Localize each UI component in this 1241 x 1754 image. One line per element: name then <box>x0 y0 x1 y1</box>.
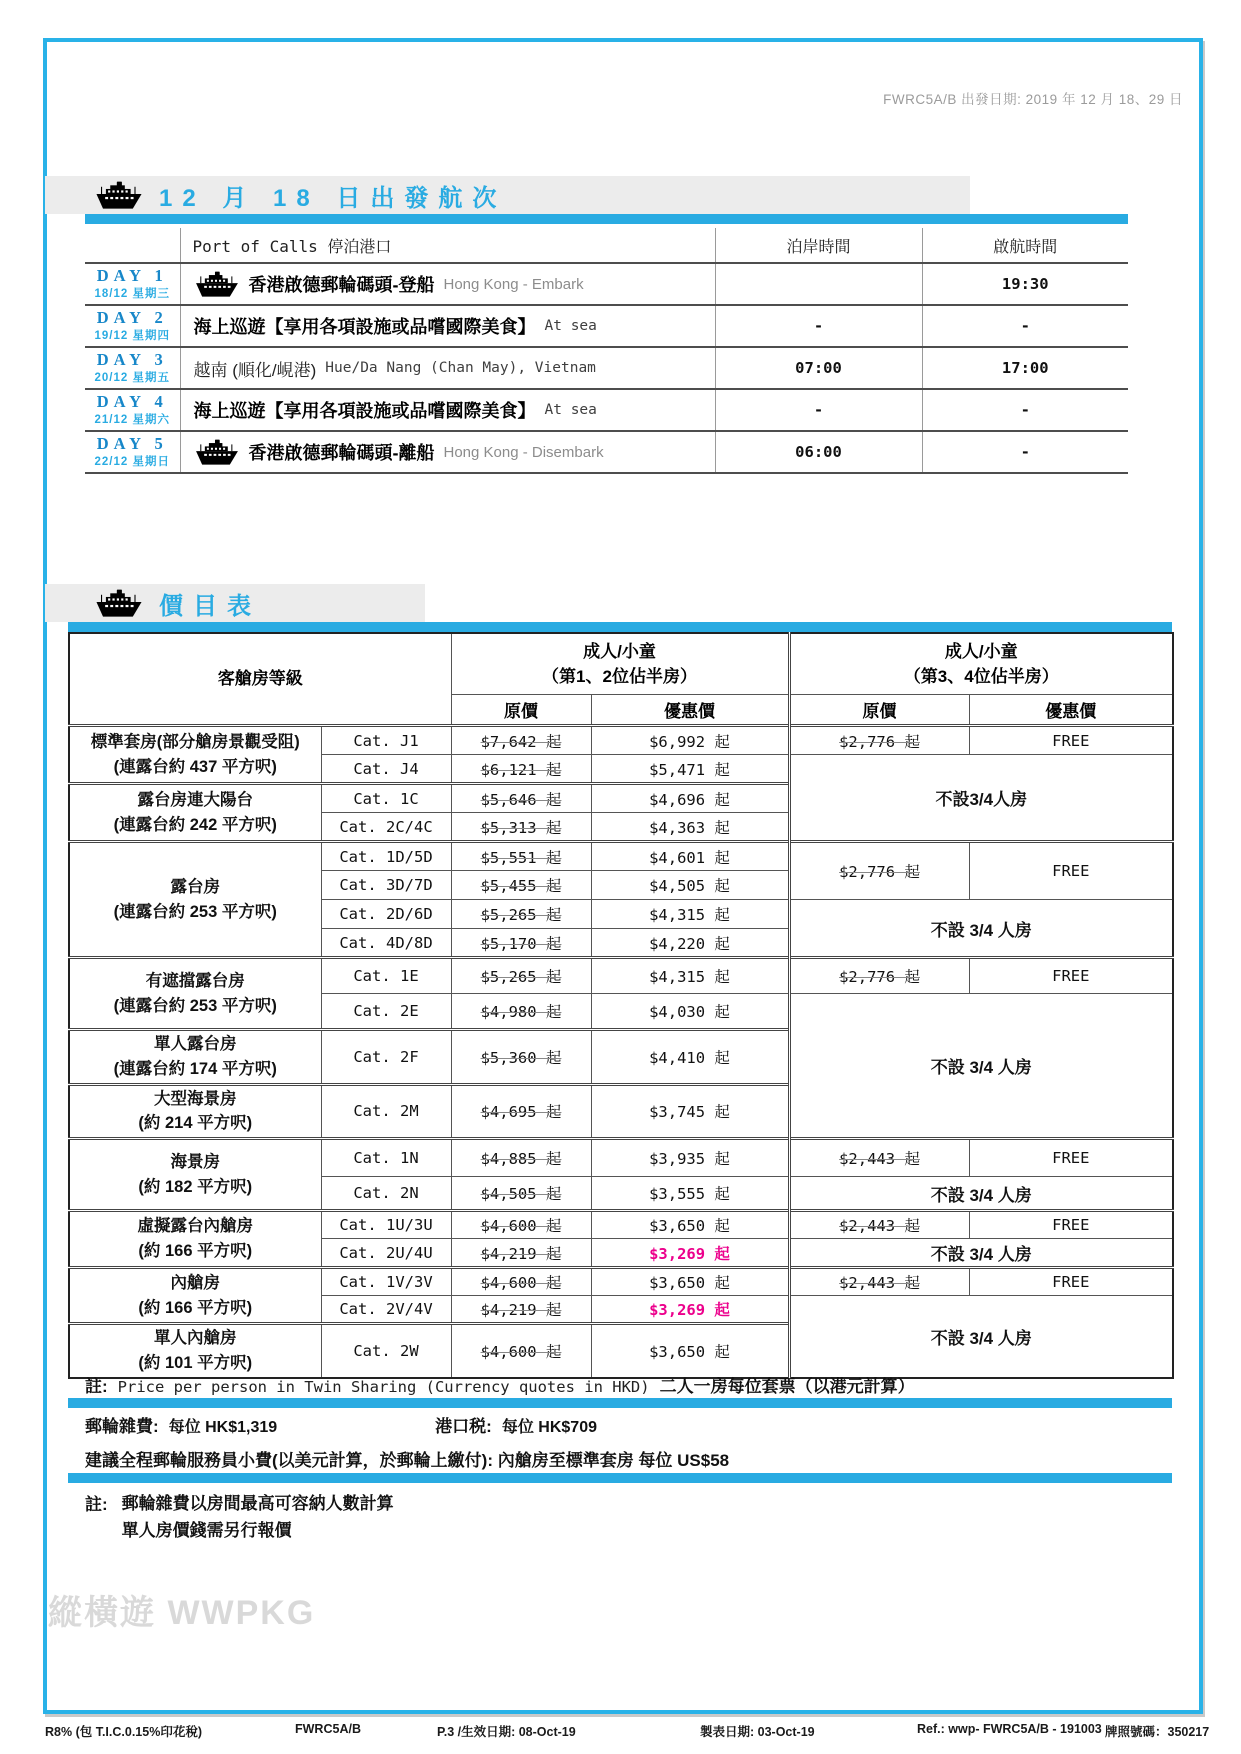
arrival-time-cell: - <box>715 389 922 431</box>
cabin-class-name <box>69 958 321 1030</box>
port-name-en: Hue/Da Nang (Chan May), Vietnam <box>325 360 596 376</box>
promo-free-cell: FREE <box>969 842 1173 900</box>
group2-line2: （第3、4位佔半房） <box>903 667 1059 686</box>
cabin-name-line: (連露台約 253 平方呎) <box>113 996 277 1015</box>
footer-tour-code: FWRC5A/B <box>295 1722 361 1736</box>
footer-issue-date: 製表日期: 03-Oct-19 <box>700 1725 815 1739</box>
promo-price-1-2-cell: $3,650 起 <box>591 1268 789 1296</box>
port-description <box>182 356 714 381</box>
cabin-name-line: 虛擬露台內艙房 <box>137 1217 253 1236</box>
capacity-note-lines <box>122 1490 394 1544</box>
orig-price-1-2-cell: $4,885 起 <box>451 1139 591 1177</box>
orig-price-1-2-cell: $7,642 起 <box>451 726 591 755</box>
promo-free-cell: FREE <box>969 1139 1173 1177</box>
promo-price-1-2-cell: $4,220 起 <box>591 929 789 958</box>
port-name-zh: 越南 (順化/峴港) <box>193 360 317 380</box>
port-name-zh: 香港啟德郵輪碼頭-登船 <box>248 275 435 295</box>
capacity-note-line1: 郵輪雜費以房間最高可容納人數計算 <box>121 1494 394 1513</box>
promo-free-cell: FREE <box>969 958 1173 994</box>
group1-header <box>451 633 789 695</box>
day-label: DAY 5 <box>96 433 168 453</box>
price-row <box>69 1211 1173 1239</box>
cabin-name-line: 大型海景房 <box>154 1089 237 1108</box>
promo-price-1-2-cell: $4,696 起 <box>591 784 789 813</box>
departure-column-header: 啟航時間 <box>922 228 1128 263</box>
arrival-time-cell: 06:00 <box>715 431 922 473</box>
cabin-name-line: 標準套房(部分艙房景觀受阻) <box>90 732 300 751</box>
footer-licence: 牌照號碼：350217 <box>1105 1725 1210 1739</box>
promo-price-1-2-cell: $3,555 起 <box>591 1177 789 1211</box>
port-description <box>182 271 714 298</box>
price-section-header <box>45 584 425 622</box>
promo-price-header-2: 優惠價 <box>969 695 1173 726</box>
category-cell: Cat. 1U/3U <box>321 1211 451 1239</box>
ship-icon <box>95 588 143 619</box>
category-cell: Cat. 1N <box>321 1139 451 1177</box>
price-row <box>69 726 1173 755</box>
day-label: DAY 2 <box>96 307 168 327</box>
itinerary-row <box>85 431 1128 473</box>
category-cell: Cat. 1E <box>321 958 451 994</box>
note-prefix: 註: <box>85 1377 108 1396</box>
twin-sharing-note <box>85 1372 915 1397</box>
orig-price-1-2-cell: $6,121 起 <box>451 755 591 784</box>
port-description <box>182 439 714 466</box>
orig-price-1-2-cell: $4,505 起 <box>451 1177 591 1211</box>
port-name-zh: 海上巡遊【享用各項設施或品嚐國際美食】 <box>193 317 536 337</box>
orig-price-1-2-cell: $5,170 起 <box>451 929 591 958</box>
promo-price-1-2-cell: $4,315 起 <box>591 958 789 994</box>
promo-free-cell: FREE <box>969 1211 1173 1239</box>
price-row <box>69 1268 1173 1296</box>
fees-block <box>85 1412 1145 1471</box>
price-row <box>69 1139 1173 1177</box>
watermark: 縱橫遊 WWPKG <box>48 1594 316 1632</box>
itinerary-row <box>85 389 1128 431</box>
group1-line1: 成人/小童 <box>583 641 656 661</box>
category-cell: Cat. 2M <box>321 1084 451 1139</box>
cabin-class-name <box>69 1268 321 1324</box>
fees-line <box>85 1412 1145 1437</box>
orig-price-header-2: 原價 <box>789 695 969 726</box>
orig-price-3-4-cell: $2,776 起 <box>789 958 969 994</box>
day-date: 22/12 星期日 <box>94 456 170 469</box>
orig-price-1-2-cell: $5,646 起 <box>451 784 591 813</box>
orig-price-1-2-cell: $4,600 起 <box>451 1324 591 1378</box>
fee-label: 港口税: <box>435 1417 492 1436</box>
itinerary-row <box>85 347 1128 389</box>
orig-price-3-4-cell: $2,443 起 <box>789 1268 969 1296</box>
cabin-name-line: (約 166 平方呎) <box>138 1242 253 1260</box>
orig-price-1-2-cell: $5,360 起 <box>451 1030 591 1085</box>
day-date: 20/12 星期五 <box>94 372 170 385</box>
cabin-class-name <box>69 726 321 784</box>
port-name-en: At sea <box>544 318 597 334</box>
port-description <box>182 397 714 423</box>
fee-label: 郵輪雜費: <box>85 1417 159 1436</box>
promo-free-cell: FREE <box>969 726 1173 755</box>
fee-value: 每位 HK$709 <box>501 1419 597 1436</box>
promo-price-1-2-cell: $3,650 起 <box>591 1324 789 1378</box>
orig-price-3-4-cell: $2,776 起 <box>789 726 969 755</box>
no-3-4-person-room-cell: 不設 3/4 人房 <box>789 900 1173 958</box>
port-name-zh: 香港啟德郵輪碼頭-離船 <box>248 443 435 463</box>
category-cell: Cat. 2E <box>321 994 451 1030</box>
promo-price-1-2-cell: $5,471 起 <box>591 755 789 784</box>
footer-ref: Ref.: wwp- FWRC5A/B - 191003 <box>917 1722 1102 1736</box>
price-row <box>69 842 1173 871</box>
divider-bar <box>68 1398 1172 1408</box>
cruise-misc-fee <box>85 1412 277 1437</box>
cabin-name-line: 海景房 <box>170 1152 220 1171</box>
cabin-name-line: 內艙房 <box>170 1273 220 1292</box>
footer-effective-date: P.3 /生效日期: 08-Oct-19 <box>437 1725 576 1739</box>
orig-price-1-2-cell: $4,600 起 <box>451 1268 591 1296</box>
departure-time-cell: 17:00 <box>922 347 1128 389</box>
port-name-en: Hong Kong - Disembark <box>443 443 604 461</box>
port-cell <box>180 263 715 305</box>
cabin-name-line: (連露台約 437 平方呎) <box>113 757 277 776</box>
departure-time-cell: - <box>922 389 1128 431</box>
note-english: Price per person in Twin Sharing (Currency quotes in HKD) <box>117 1378 650 1396</box>
itinerary-row <box>85 305 1128 347</box>
category-cell: Cat. 1V/3V <box>321 1268 451 1296</box>
day-cell <box>85 431 180 473</box>
promo-price-1-2-cell: $4,315 起 <box>591 900 789 929</box>
ship-icon <box>95 180 143 211</box>
price-section-title: 價目表 <box>159 592 261 620</box>
orig-price-3-4-cell: $2,443 起 <box>789 1139 969 1177</box>
departure-time-cell: - <box>922 305 1128 347</box>
cabin-name-line: 有遮擋露台房 <box>145 971 245 990</box>
day-cell <box>85 389 180 431</box>
orig-price-1-2-cell: $4,219 起 <box>451 1296 591 1324</box>
orig-price-1-2-cell: $4,695 起 <box>451 1084 591 1139</box>
port-name-zh: 海上巡遊【享用各項設施或品嚐國際美食】 <box>193 401 536 421</box>
promo-price-header-1: 優惠價 <box>591 695 789 726</box>
cabin-name-line: 單人內艙房 <box>154 1329 237 1347</box>
cabin-class-name <box>69 1084 321 1139</box>
arrival-column-header: 泊岸時間 <box>715 228 922 263</box>
promo-price-1-2-cell: $3,269 起 <box>591 1296 789 1324</box>
capacity-note-line2: 單人房價錢需另行報價 <box>121 1521 292 1541</box>
no-3-4-person-room-cell: 不設 3/4 人房 <box>789 1177 1173 1211</box>
orig-price-1-2-cell: $4,980 起 <box>451 994 591 1030</box>
cabin-name-line: 露台房 <box>170 877 220 896</box>
cabin-name-line: 露台房連大陽台 <box>137 790 253 809</box>
promo-price-1-2-cell: $4,410 起 <box>591 1030 789 1085</box>
promo-price-1-2-cell: $4,505 起 <box>591 871 789 900</box>
category-cell: Cat. 1C <box>321 784 451 813</box>
cabin-class-name <box>69 1211 321 1268</box>
cabin-name-line: (連露台約 174 平方呎) <box>113 1059 277 1078</box>
orig-price-1-2-cell: $5,265 起 <box>451 958 591 994</box>
orig-price-3-4-cell: $2,776 起 <box>789 842 969 900</box>
port-column-header: Port of Calls 停泊港口 <box>180 228 715 263</box>
category-cell: Cat. 1D/5D <box>321 842 451 871</box>
arrival-time-cell: - <box>715 305 922 347</box>
fee-value: 每位 HK$1,319 <box>168 1419 278 1436</box>
cabin-name-line: (約 166 平方呎) <box>138 1298 253 1317</box>
cabin-name-line: (約 101 平方呎) <box>138 1353 253 1372</box>
arrival-time-cell <box>715 263 922 305</box>
orig-price-1-2-cell: $5,265 起 <box>451 900 591 929</box>
port-description <box>182 313 714 339</box>
divider-bar <box>68 622 1172 632</box>
port-cell <box>180 389 715 431</box>
orig-price-1-2-cell: $4,219 起 <box>451 1239 591 1268</box>
no-3-4-person-room-cell: 不設 3/4 人房 <box>789 1239 1173 1268</box>
departure-time-cell: - <box>922 431 1128 473</box>
capacity-note <box>85 1490 394 1544</box>
cabin-class-name <box>69 1030 321 1085</box>
itinerary-section-header <box>45 176 970 214</box>
itinerary-table <box>85 228 1128 474</box>
tips-note: 建議全程郵輪服務員小費(以美元計算，於郵輪上繳付): 內艙房至標準套房 每位 US$58 <box>85 1451 730 1470</box>
day-cell <box>85 347 180 389</box>
category-cell: Cat. 3D/7D <box>321 871 451 900</box>
category-cell: Cat. 2C/4C <box>321 813 451 842</box>
promo-price-1-2-cell: $3,650 起 <box>591 1211 789 1239</box>
day-label: DAY 3 <box>96 349 168 369</box>
cabin-class-name <box>69 784 321 842</box>
orig-price-1-2-cell: $5,551 起 <box>451 842 591 871</box>
itinerary-row <box>85 263 1128 305</box>
category-cell: Cat. 2W <box>321 1324 451 1378</box>
cabin-name-line: (約 182 平方呎) <box>138 1177 253 1196</box>
cabin-name-line: (連露台約 242 平方呎) <box>113 815 277 834</box>
no-3-4-person-room-cell: 不設3/4人房 <box>789 755 1173 842</box>
orig-price-1-2-cell: $5,455 起 <box>451 871 591 900</box>
group2-header <box>789 633 1173 695</box>
no-3-4-person-room-cell: 不設 3/4 人房 <box>789 1296 1173 1378</box>
day-date: 18/12 星期三 <box>94 288 170 301</box>
orig-price-1-2-cell: $4,600 起 <box>451 1211 591 1239</box>
price-header-row-groups <box>69 633 1173 695</box>
cabin-class-name <box>69 1139 321 1211</box>
port-name-en: At sea <box>544 402 597 418</box>
itinerary-section-title: 12 月 18 日出發航次 <box>159 184 507 212</box>
category-cell: Cat. 2N <box>321 1177 451 1211</box>
day-date: 21/12 星期六 <box>94 414 170 427</box>
day-label: DAY 4 <box>96 391 168 411</box>
promo-price-1-2-cell: $3,745 起 <box>591 1084 789 1139</box>
cabin-name-line: (連露台約 253 平方呎) <box>113 902 277 921</box>
day-date: 19/12 星期四 <box>94 330 170 343</box>
orig-price-1-2-cell: $5,313 起 <box>451 813 591 842</box>
port-cell <box>180 305 715 347</box>
promo-price-1-2-cell: $4,601 起 <box>591 842 789 871</box>
day-cell <box>85 305 180 347</box>
orig-price-3-4-cell: $2,443 起 <box>789 1211 969 1239</box>
cabin-class-header: 客艙房等級 <box>69 633 451 726</box>
footer-tax-info: R8% (包 T.I.C.0.15%印花稅) <box>45 1725 202 1739</box>
cabin-name-line: (約 214 平方呎) <box>138 1114 253 1133</box>
price-table <box>68 632 1174 1379</box>
category-cell: Cat. 2U/4U <box>321 1239 451 1268</box>
note-chinese: 二人一房每位套票（以港元計算） <box>659 1377 915 1396</box>
ship-icon <box>194 439 240 466</box>
port-cell <box>180 347 715 389</box>
ship-icon <box>194 271 240 298</box>
price-row <box>69 958 1173 994</box>
category-cell: Cat. J1 <box>321 726 451 755</box>
doc-code-header: FWRC5A/B 出發日期: 2019 年 12 月 18、29 日 <box>883 92 1183 107</box>
category-cell: Cat. 2V/4V <box>321 1296 451 1324</box>
port-tax-fee <box>435 1412 597 1437</box>
day-column-header <box>85 228 180 263</box>
arrival-time-cell: 07:00 <box>715 347 922 389</box>
note-prefix: 註: <box>85 1495 108 1514</box>
promo-price-1-2-cell: $4,363 起 <box>591 813 789 842</box>
departure-time-cell: 19:30 <box>922 263 1128 305</box>
category-cell: Cat. 2D/6D <box>321 900 451 929</box>
group2-line1: 成人/小童 <box>944 641 1018 661</box>
day-label: DAY 1 <box>96 265 168 285</box>
promo-price-1-2-cell: $6,992 起 <box>591 726 789 755</box>
port-cell <box>180 431 715 473</box>
category-cell: Cat. 2F <box>321 1030 451 1085</box>
promo-price-1-2-cell: $3,935 起 <box>591 1139 789 1177</box>
day-cell <box>85 263 180 305</box>
cabin-class-name <box>69 1324 321 1378</box>
cabin-class-name <box>69 842 321 958</box>
orig-price-header-1: 原價 <box>451 695 591 726</box>
group1-line2: （第1、2位佔半房） <box>542 667 697 686</box>
divider-bar <box>68 1473 1172 1483</box>
promo-price-1-2-cell: $4,030 起 <box>591 994 789 1030</box>
port-name-en: Hong Kong - Embark <box>443 275 584 293</box>
divider-bar <box>85 214 1128 224</box>
cabin-name-line: 單人露台房 <box>154 1035 237 1053</box>
category-cell: Cat. 4D/8D <box>321 929 451 958</box>
promo-price-1-2-cell: $3,269 起 <box>591 1239 789 1268</box>
promo-free-cell: FREE <box>969 1268 1173 1296</box>
no-3-4-person-room-cell: 不設 3/4 人房 <box>789 994 1173 1139</box>
itinerary-header-row <box>85 228 1128 263</box>
category-cell: Cat. J4 <box>321 755 451 784</box>
